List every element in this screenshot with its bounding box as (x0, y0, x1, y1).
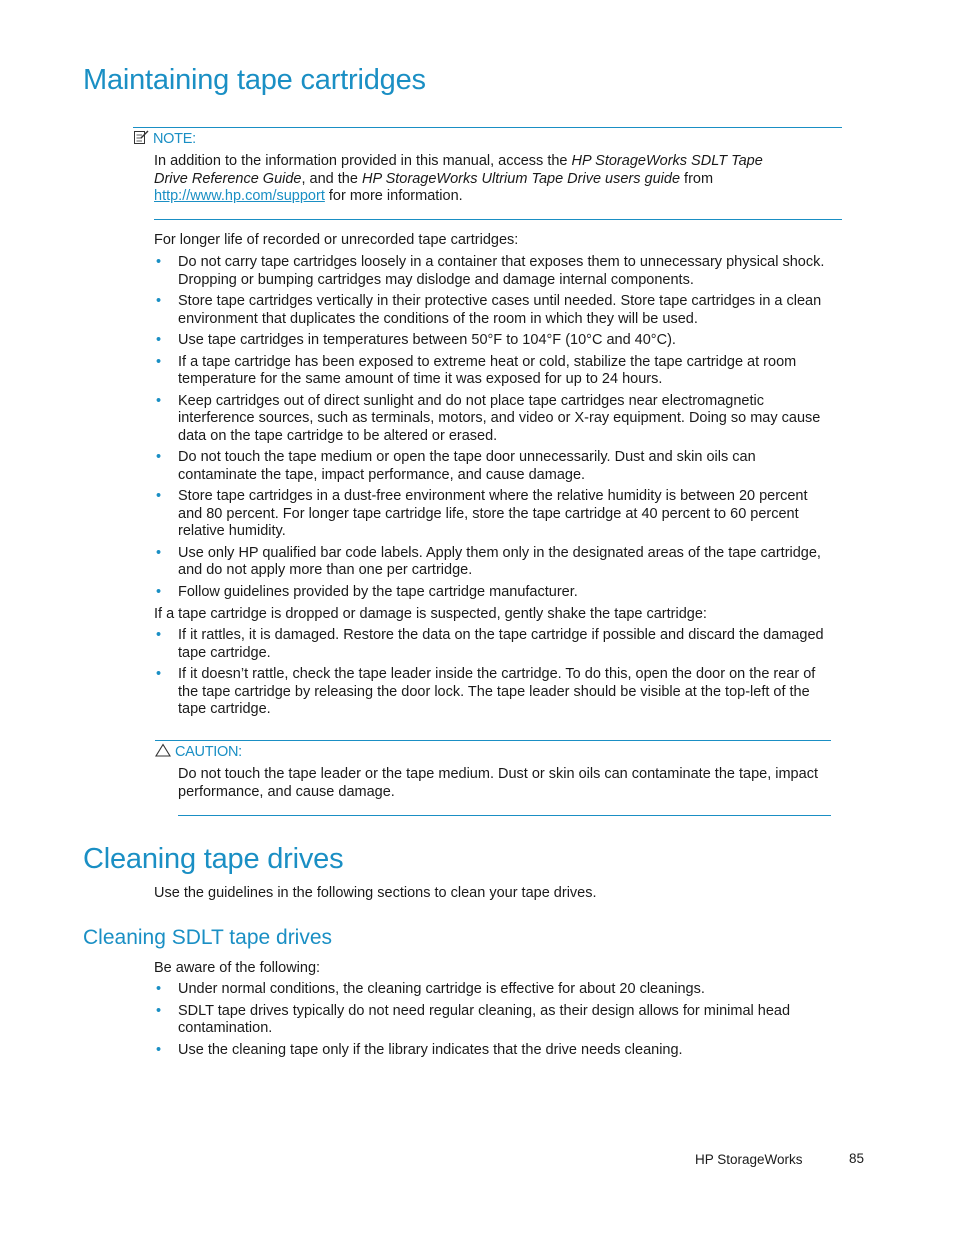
list-item: • If it doesn’t rattle, check the tape leader inside the cartridge. To do this, open the door on the rear of the tape cartridge by releasing the door lock. The tape leader should be visible at the top-left of the tape cartridge. (154, 666, 834, 719)
list-item: • Store tape cartridges vertically in their protective cases until needed. Store tape cartridges in a clean environment that duplicates the conditions of the room in which they will be used. (154, 293, 834, 328)
list-item: • Do not touch the tape medium or open the tape door unnecessarily. Dust and skin oils can contaminate the tape, impact performance, and cause damage. (154, 449, 834, 484)
cartridge-intro: For longer life of recorded or unrecorded tape cartridges: (154, 232, 519, 248)
list-item: • SDLT tape drives typically do not need regular cleaning, as their design allows for minimal head contamination. (154, 1003, 834, 1038)
list-item: • If a tape cartridge has been exposed to extreme heat or cold, stabilize the tape cartridge at room temperature for the same amount of time it was exposed for up to 24 hours. (154, 354, 834, 389)
note-doc-title-ultrium: HP StorageWorks Ultrium Tape Drive users guide (361, 170, 681, 187)
note-body (154, 153, 774, 206)
caution-label: CAUTION: (175, 744, 242, 760)
caution-bottom-rule (178, 815, 831, 816)
damage-check-list (154, 627, 834, 723)
list-item: • If it rattles, it is damaged. Restore the data on the tape cartridge if possible and discard the damaged tape cartridge. (154, 627, 834, 662)
list-item: • Follow guidelines provided by the tape cartridge manufacturer. (154, 584, 834, 602)
cleaning-intro: Use the guidelines in the following sections to clean your tape drives. (154, 885, 597, 901)
note-header (134, 130, 196, 148)
note-text: for more information. (324, 188, 463, 204)
footer-product: HP StorageWorks (695, 1152, 803, 1167)
caution-top-rule (155, 740, 831, 741)
note-text: In addition to the information provided in this manual, access the (154, 153, 572, 169)
list-item: • Store tape cartridges in a dust-free environment where the relative humidity is between 20 percent and 80 percent. For longer tape cartridge life, store the tape cartridge at 40 percent to 60 percent relative humidity. (154, 488, 834, 541)
list-item: • Use the cleaning tape only if the library indicates that the drive needs cleaning. (154, 1042, 834, 1060)
support-link[interactable]: http://www.hp.com/support (154, 188, 325, 204)
note-text: from (680, 170, 714, 187)
sdlt-intro: Be aware of the following: (154, 960, 321, 976)
note-bottom-rule (154, 219, 842, 220)
note-label: NOTE: (153, 131, 196, 147)
list-item: • Keep cartridges out of direct sunlight and do not place tape cartridges near electromagnetic interference sources, such as terminals, motors, and video or X-ray equipment. Doing so may cause data on the tape cartridge to be altered or erased. (154, 393, 834, 446)
list-item: • Use tape cartridges in temperatures between 50°F to 104°F (10°C and 40°C). (154, 332, 834, 350)
section-title-cleaning: Cleaning tape drives (83, 843, 344, 875)
note-top-rule (133, 127, 842, 128)
list-item: • Use only HP qualified bar code labels. Apply them only in the designated areas of the tape cartridge, and do not apply more than one per cartridge. (154, 545, 834, 580)
damage-intro: If a tape cartridge is dropped or damage is suspected, gently shake the tape cartridge: (154, 606, 707, 622)
caution-header (155, 743, 242, 761)
page-number: 85 (849, 1151, 865, 1166)
list-item: • Under normal conditions, the cleaning cartridge is effective for about 20 cleanings. (154, 981, 834, 999)
sdlt-cleaning-list (154, 981, 834, 1063)
subsection-title-sdlt: Cleaning SDLT tape drives (83, 926, 333, 949)
caution-triangle-icon (155, 743, 171, 757)
note-doc-title-sdlt: HP StorageWorks SDLT Tape Drive Reference Guide (154, 153, 763, 187)
cartridge-care-list (154, 254, 834, 605)
caution-body: Do not touch the tape leader or the tape medium. Dust or skin oils can contaminate the tape, impact performance, and cause damage. (178, 766, 818, 800)
page-title: Maintaining tape cartridges (83, 64, 426, 96)
list-item: • Do not carry tape cartridges loosely in a container that exposes them to unnecessary physical shock. Dropping or bumping cartridges may dislodge and damage internal components. (154, 254, 834, 289)
note-pencil-icon (134, 130, 149, 144)
note-text: , and the (301, 170, 362, 187)
